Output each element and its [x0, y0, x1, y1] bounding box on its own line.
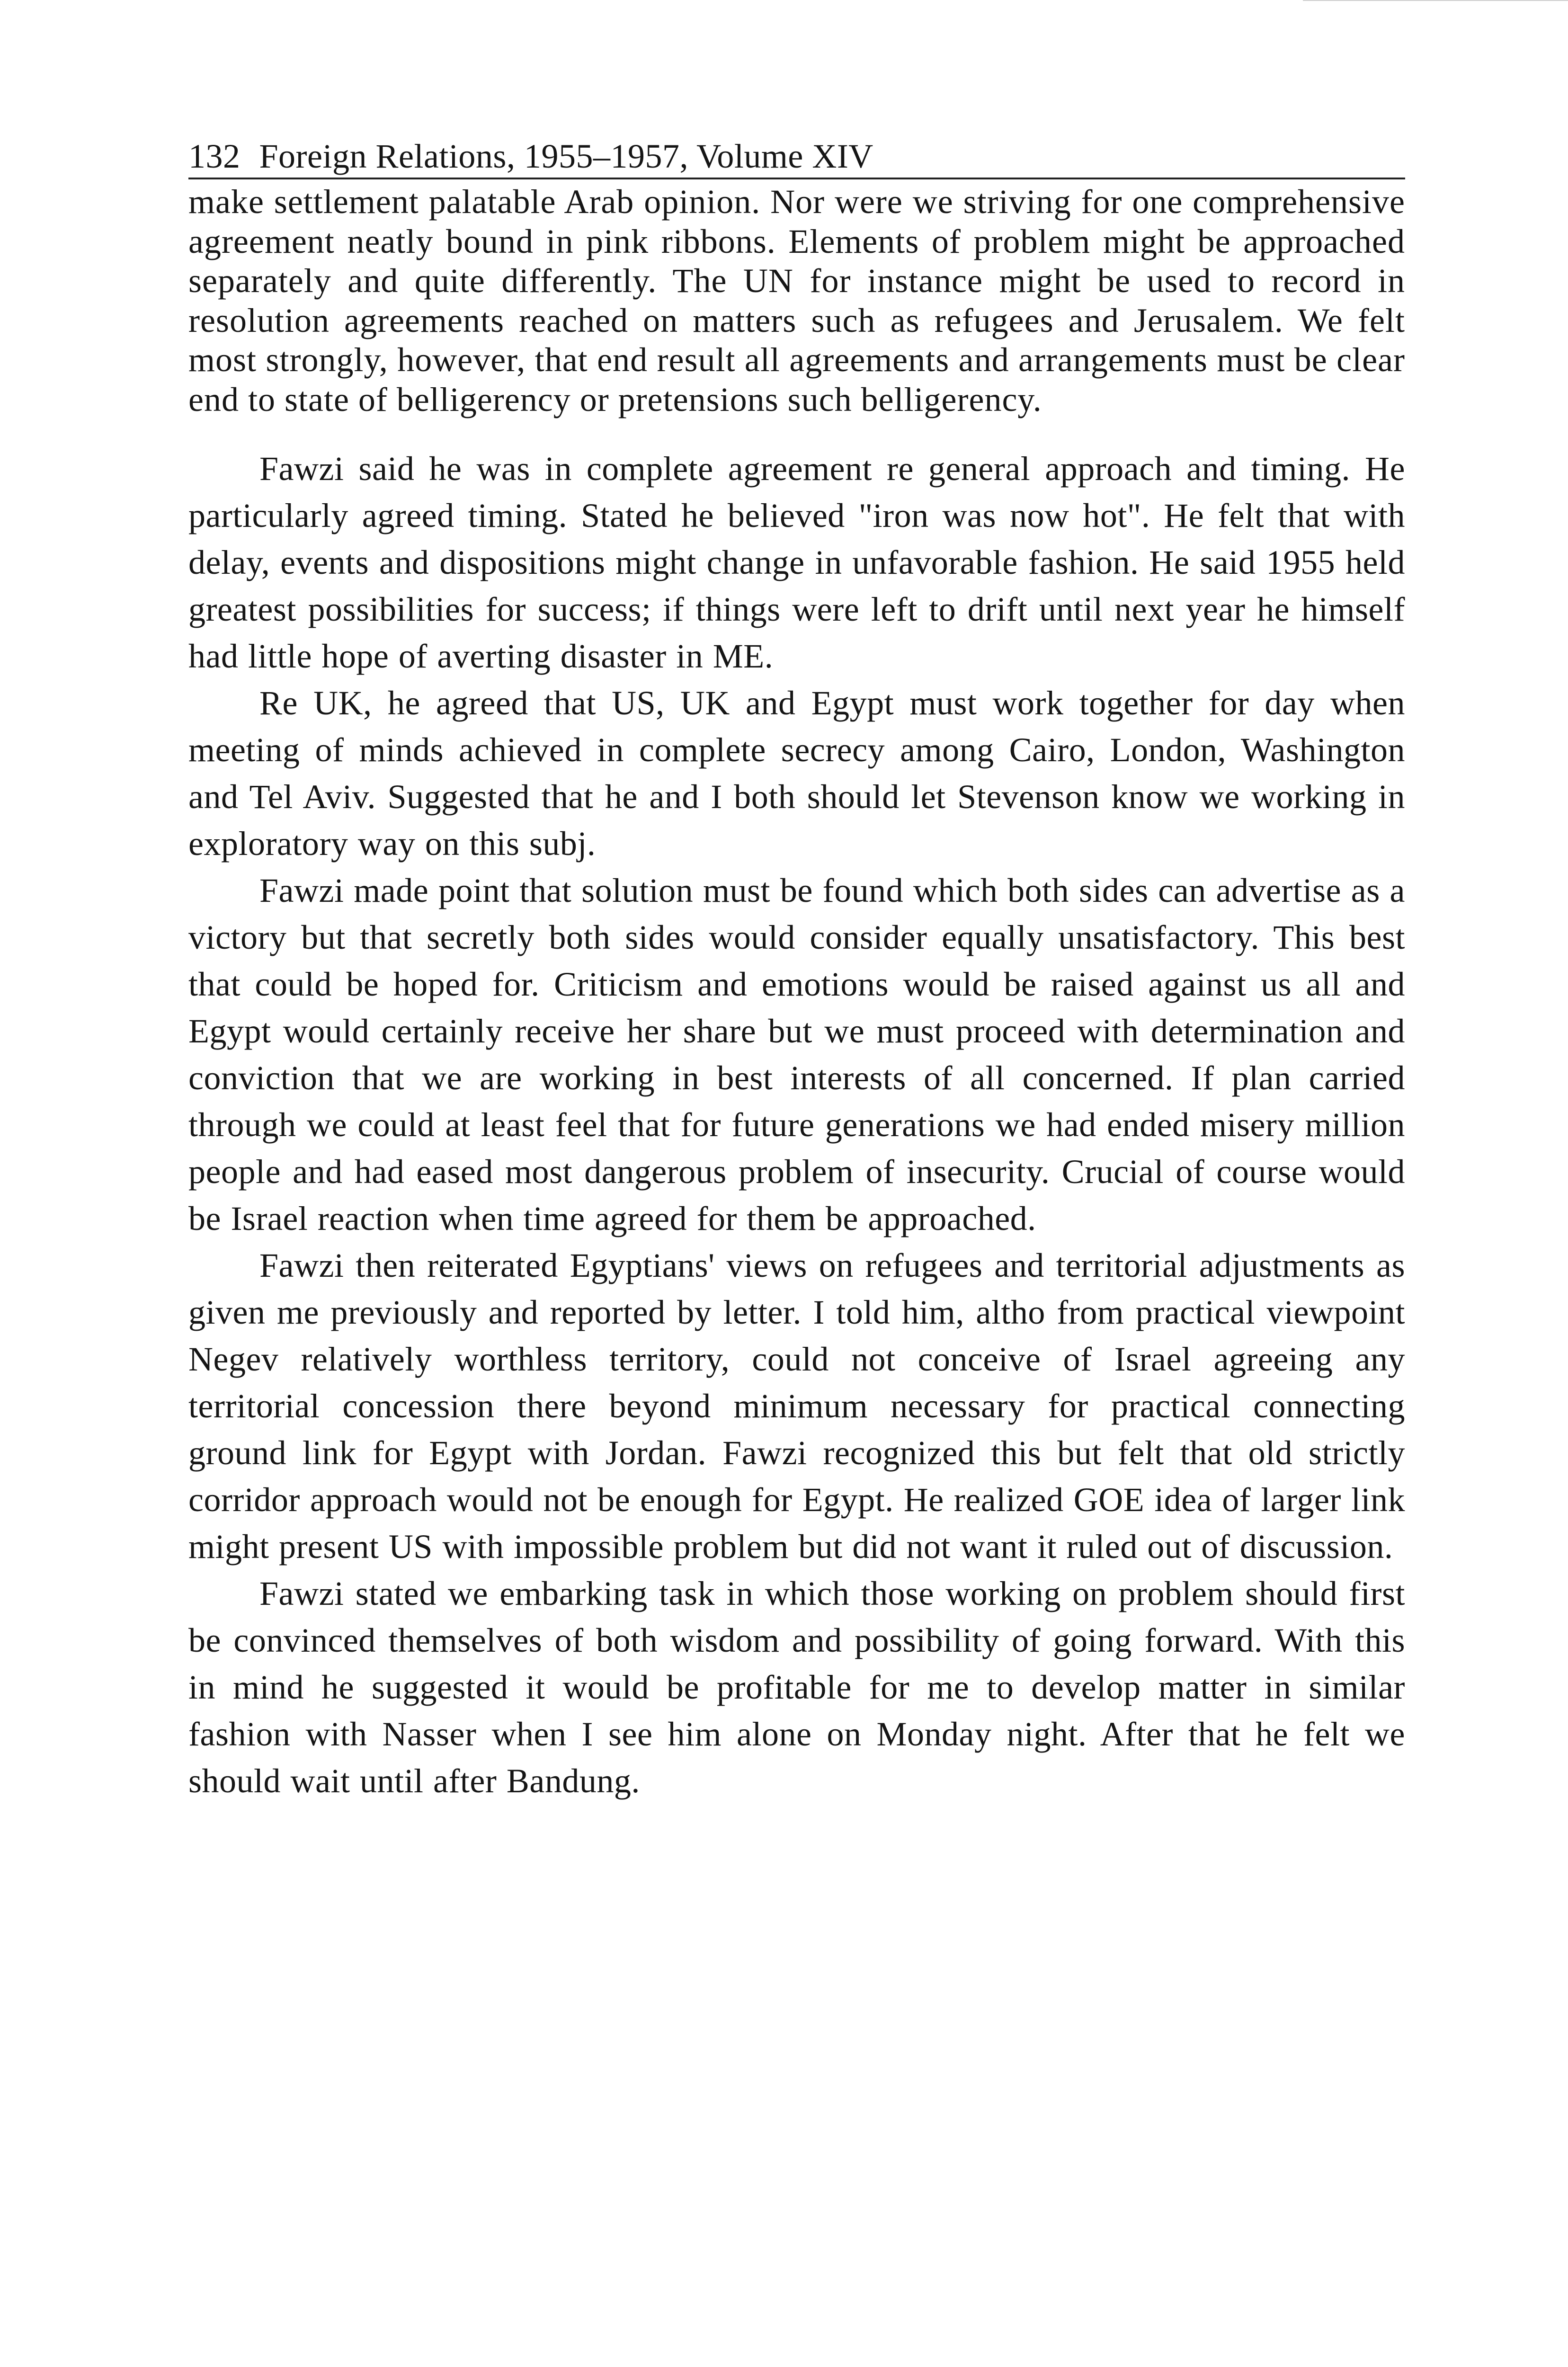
paragraph-embarking-task: Fawzi stated we embarking task in which those working on problem should first be convinced themselves of both wisdom and possibility of going forward. With this in mind he suggested it would be profitable for me to develop matter in similar fashion with Nasser when I see him alone on Monday night. After that he felt we should wait until after Bandung. [188, 1575, 1405, 1800]
paragraph-refugees-territorial: Fawzi then reiterated Egyptians' views on refugees and territorial adjustments as given me previously and reported by letter. I told him, altho from practical viewpoint Negev relatively worthless territory, could not conceive of Israel agreeing any territorial concession there beyond minimum necessary for practical connecting ground link for Egypt with Jordan. Fawzi recognized this but felt that old strictly corridor approach would not be enough for Egypt. He realized GOE idea of larger link might present US with impossible problem but did not want it ruled out of discussion. [188, 1246, 1405, 1566]
body-text [188, 182, 1405, 1805]
page-number: 132 [188, 137, 241, 175]
scan-edge-line [1303, 0, 1568, 1]
paragraph-solution-victory: Fawzi made point that solution must be found which both sides can advertise as a victory but that secretly both sides would consider equally unsatisfactory. This best that could be hoped for. Criticism and emotions would be raised against us all and Egypt would certainly receive her share but we must proceed with determination and conviction that we are working in best interests of all concerned. If plan carried through we could at least feel that for future generations we had ended misery million people and had eased most dangerous problem of insecurity. Crucial of course would be Israel reaction when time agreed for them be approached. [188, 872, 1405, 1237]
paragraph-fawzi-agreement: Fawzi said he was in complete agreement re general approach and timing. He particularly agreed timing. Stated he believed "iron was now hot". He felt that with delay, events and dispositions might change in unfavorable fashion. He said 1955 held greatest possibilities for success; if things were left to drift until next year he himself had little hope of averting disaster in ME. [188, 450, 1405, 675]
running-head-title: Foreign Relations, 1955–1957, Volume XIV [259, 137, 873, 175]
running-head [188, 135, 1405, 179]
paragraph-re-uk: Re UK, he agreed that US, UK and Egypt must work together for day when meeting of minds achieved in complete secrecy among Cairo, London, Washington and Tel Aviv. Suggested that he and I both should let Stevenson know we working in exploratory way on this subj. [188, 684, 1405, 863]
paragraph-continued: make settlement palatable Arab opinion. Nor were we striving for one comprehensive agreement neatly bound in pink ribbons. Elements of problem might be approached separately and quite differently. The UN for instance might be used to record in resolution agreements reached on matters such as refugees and Jerusalem. We felt most strongly, however, that end result all agreements and arrangements must be clear end to state of belligerency or pretensions such belligerency. [188, 183, 1405, 418]
document-page [188, 135, 1405, 1805]
